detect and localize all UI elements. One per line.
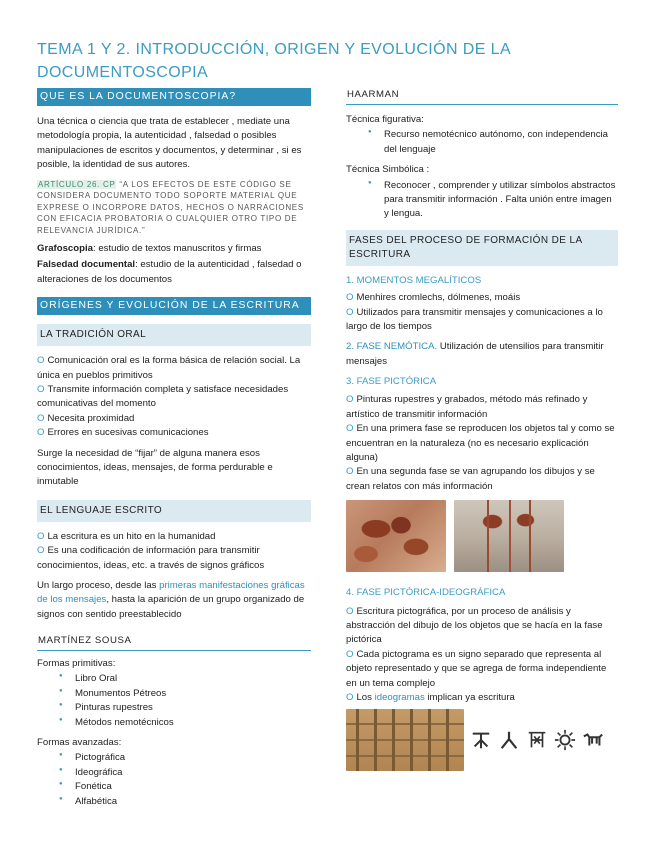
manifestaciones-link[interactable]: primeras manifestaciones gráficas de los mensajes <box>37 579 305 606</box>
list-item: O Escritura pictográfica, por un proceso de análisis y abstracción del dibujo de los objetos que se hacía en la fase pictórica <box>346 605 603 646</box>
fase-1-list <box>346 291 618 334</box>
list-item: ● Libro Oral <box>37 672 311 686</box>
primitivas-list <box>37 672 311 730</box>
list-item: O Comunicación oral es la forma básica de relación social. La única en pueblos primitivos <box>37 355 301 381</box>
list-item: ● Recurso nemotécnico autónomo, con independencia del lenguaje <box>346 128 618 157</box>
list-item: O En una primera fase se reproducen los objetos tal y como se encuentran en la naturaleza (no es necesario explicación alguna) <box>346 423 615 464</box>
lenguaje-list <box>37 530 311 573</box>
list-item: O La escritura es un hito en la humanidad <box>37 530 216 542</box>
ideogram-images <box>346 709 618 771</box>
cave-hands-image <box>346 500 446 572</box>
circle-bullet-icon: O <box>37 530 45 542</box>
article-text: “A LOS EFECTOS DE ESTE CÓDIGO SE CONSIDERA DOCUMENTO TODO SOPORTE MATERIAL QUE EXPRESE O INCORPORE DATOS, HECHOS O NARRACIONES CON EFICACIA PROBATORIA O CUALQUIER OTRO TIPO DE RELEVANCIA JURÍDICA.” <box>37 179 304 235</box>
list-item: ● Pictográfica <box>37 751 311 765</box>
sun-pictogram-icon <box>554 729 576 751</box>
fase-4-list <box>346 605 618 706</box>
simbolica-label: Técnica Simbólica : <box>346 164 430 176</box>
list-item: ● Monumentos Pétreos <box>37 687 311 701</box>
subheader-lenguaje-escrito: EL LENGUAJE ESCRITO <box>37 500 311 522</box>
tradicion-closing: Surge la necesidad de “fijar” de alguna manera esos conocimientos, ideas, mensajes, de forma perdurable e inmutable <box>37 447 273 488</box>
subheader-martinez-sousa: MARTÍNEZ SOUSA <box>37 634 311 651</box>
definition-text: Una técnica o ciencia que trata de establecer , mediate una metodología propia, la autenticidad , falsedad o posibles manipulaciones de escritos y documentos, y determinar , si es posible, la identidad de sus autores. <box>37 116 302 171</box>
section-header-origenes: ORÍGENES Y EVOLUCIÓN DE LA ESCRITURA <box>37 297 311 315</box>
list-item: ● Ideográfica <box>37 766 311 780</box>
list-item: ● Métodos nemotécnicos <box>37 716 311 730</box>
list-item: O Necesita proximidad <box>37 412 135 424</box>
circle-bullet-icon: O <box>37 412 45 424</box>
circle-bullet-icon: O <box>346 691 354 703</box>
fase-4-title: 4. FASE PICTÓRICA-IDEOGRÁFICA <box>346 587 506 599</box>
figurativa-label: Técnica figurativa: <box>346 114 424 125</box>
list-item: ● Reconocer , comprender y utilizar símbolos abstractos para transmitir información . Falta unión entre imagen y lengua. <box>346 179 618 222</box>
well-pictogram-icon <box>526 729 548 751</box>
falsedad-text: : estudio de la autenticidad , falsedad o alteraciones de los documentos <box>37 259 302 285</box>
section-header-que-es: QUE ES LA DOCUMENTOSCOPIA? <box>37 88 311 106</box>
falsedad-term: Falsedad documental <box>37 259 136 271</box>
ideogramas-link[interactable]: ideogramas <box>374 691 425 703</box>
list-item: O Utilizados para transmitir mensajes y comunicaciones a lo largo de los tiempos <box>346 306 603 332</box>
figurativa-list <box>346 128 618 157</box>
animal-pictogram-icon <box>582 729 604 751</box>
list-item: O Transmite información completa y satisface necesidades comunicativas del momento <box>37 384 289 410</box>
grafoscopia-text: : estudio de textos manuscritos y firmas <box>92 243 262 255</box>
circle-bullet-icon: O <box>346 394 354 406</box>
article-tag: ARTÍCULO 26. CP <box>38 179 116 189</box>
article-26-block <box>37 179 311 237</box>
tree-pictogram-icon <box>470 729 492 751</box>
circle-bullet-icon: O <box>346 466 354 478</box>
circle-bullet-icon: O <box>346 605 354 617</box>
fase-3-list <box>346 393 618 494</box>
cave-paintings-image <box>454 500 564 572</box>
cave-art-images <box>346 500 618 572</box>
circle-bullet-icon: O <box>346 306 354 318</box>
list-item: ● Pinturas rupestres <box>37 701 311 715</box>
circle-bullet-icon: O <box>37 545 45 557</box>
list-item: ● Alfabética <box>37 795 311 809</box>
list-item: O Los ideogramas implican ya escritura <box>346 691 515 703</box>
hieroglyphs-image <box>346 709 464 771</box>
circle-bullet-icon: O <box>346 292 354 304</box>
list-item: ● Fonética <box>37 780 311 794</box>
right-column <box>346 88 618 771</box>
list-item: O Pinturas rupestres y grabados, método más refinado y artístico de transmitir información <box>346 394 588 420</box>
fase-2-line: 2. FASE NEMÓTICA. Utilización de utensilios para transmitir mensajes <box>346 341 604 367</box>
list-item: O Menhires cromlechs, dólmenes, moáis <box>346 292 521 304</box>
fase-1-title: 1. MOMENTOS MEGALÍTICOS <box>346 274 482 286</box>
list-item: O Cada pictograma es un signo separado que representa al objeto representado y que se agrega de forma independiente en un tema complejo <box>346 648 607 689</box>
list-item: O Es una codificación de información para transmitir conocimientos, ideas, etc. a través de signos gráficos <box>37 545 265 571</box>
left-column <box>37 88 311 815</box>
subheader-tradicion-oral: LA TRADICIÓN ORAL <box>37 324 311 346</box>
primitivas-label: Formas primitivas: <box>37 658 116 670</box>
pictogram-glyphs <box>470 709 604 771</box>
circle-bullet-icon: O <box>346 648 354 660</box>
fase-3-title: 3. FASE PICTÓRICA <box>346 376 437 388</box>
avanzadas-label: Formas avanzadas: <box>37 737 122 749</box>
tradicion-list <box>37 354 311 440</box>
person-pictogram-icon <box>498 729 520 751</box>
grafoscopia-term: Grafoscopia <box>37 243 93 255</box>
page-title: TEMA 1 Y 2. INTRODUCCIÓN, ORIGEN Y EVOLUCIÓN DE LA DOCUMENTOSCOPIA <box>37 41 511 81</box>
circle-bullet-icon: O <box>37 384 45 396</box>
fase-2-title: 2. FASE NEMÓTICA. <box>346 341 438 353</box>
falsedad-line <box>37 258 311 287</box>
list-item: O En una segunda fase se van agrupando los dibujos y se crean relatos con más información <box>346 466 595 492</box>
circle-bullet-icon: O <box>37 427 45 439</box>
circle-bullet-icon: O <box>346 423 354 435</box>
list-item: O Errores en sucesivas comunicaciones <box>37 427 209 439</box>
lenguaje-closing: Un largo proceso, desde las primeras manifestaciones gráficas de los mensajes, hasta la aparición de un grupo organizado de signos con sentido preestablecido <box>37 579 305 620</box>
simbolica-list <box>346 179 618 222</box>
avanzadas-list <box>37 751 311 809</box>
subheader-fases: FASES DEL PROCESO DE FORMACIÓN DE LA ESCRITURA <box>346 230 618 266</box>
subheader-haarman: HAARMAN <box>346 88 618 105</box>
circle-bullet-icon: O <box>37 355 45 367</box>
grafoscopia-line <box>37 242 311 256</box>
